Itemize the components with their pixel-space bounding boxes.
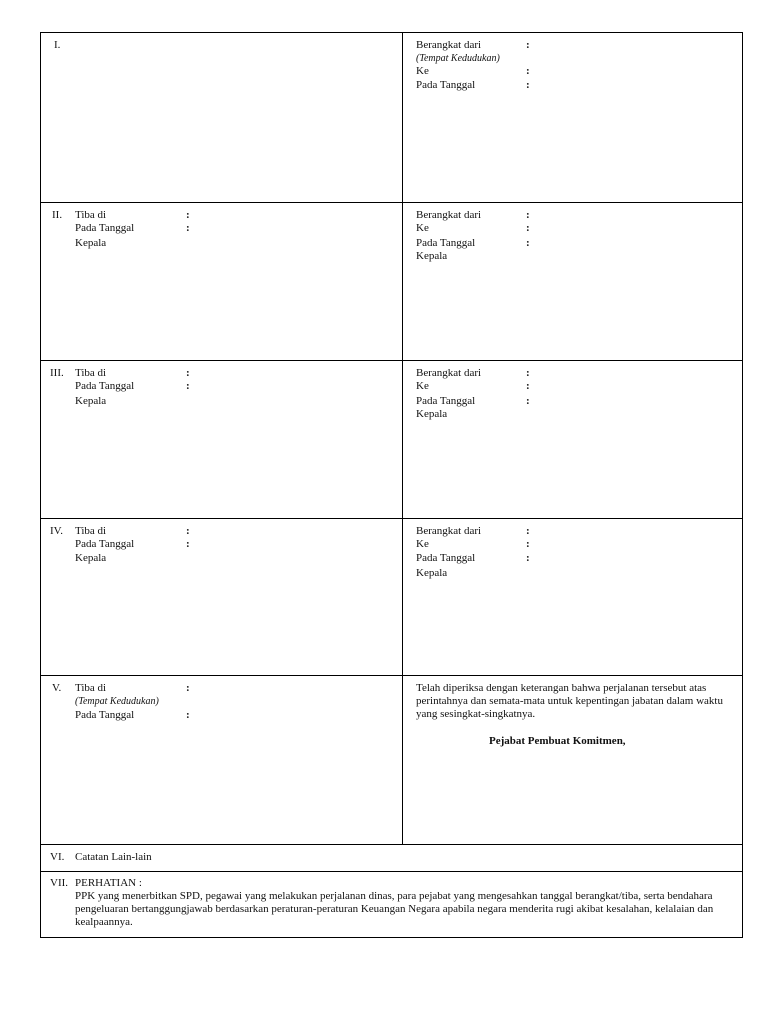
kepala-label: Kepala <box>416 250 448 262</box>
section-6 <box>41 844 742 871</box>
colon: : <box>526 367 530 379</box>
spd-form <box>40 32 743 938</box>
kepala-label: Kepala <box>75 552 107 564</box>
section-4-right <box>403 519 742 675</box>
ke-label: Ke <box>416 380 429 392</box>
ke-label: Ke <box>416 65 429 77</box>
berangkat-dari-label: Berangkat dari <box>416 525 482 537</box>
section-6-cell <box>41 845 742 871</box>
section-2-right <box>403 203 742 360</box>
section-5 <box>41 675 742 844</box>
section-number: VI. <box>50 851 65 863</box>
colon: : <box>526 39 530 51</box>
tiba-di-label: Tiba di <box>75 682 107 694</box>
section-2 <box>41 202 742 360</box>
colon: : <box>526 552 530 564</box>
colon: : <box>526 538 530 550</box>
colon: : <box>526 65 530 77</box>
ke-label: Ke <box>416 222 429 234</box>
section-2-left <box>41 203 402 360</box>
pada-tanggal-label: Pada Tanggal <box>416 395 476 407</box>
section-4 <box>41 518 742 675</box>
section-4-left <box>41 519 402 675</box>
colon: : <box>186 380 190 392</box>
pada-tanggal-label: Pada Tanggal <box>416 552 476 564</box>
section-number: VII. <box>50 877 69 889</box>
pada-tanggal-label: Pada Tanggal <box>75 380 135 392</box>
pada-tanggal-label: Pada Tanggal <box>75 538 135 550</box>
colon: : <box>526 525 530 537</box>
berangkat-dari-label: Berangkat dari <box>416 39 482 51</box>
section-number: IV. <box>50 525 63 537</box>
pada-tanggal-label: Pada Tanggal <box>416 237 476 249</box>
section-5-left <box>41 676 402 844</box>
colon: : <box>186 209 190 221</box>
kepala-label: Kepala <box>75 237 107 249</box>
perhatian-heading: PERHATIAN : <box>75 877 142 889</box>
berangkat-dari-label: Berangkat dari <box>416 209 482 221</box>
section-3-right <box>403 361 742 518</box>
verification-statement: Telah diperiksa dengan keterangan bahwa perjalanan tersebut atas perintahnya dan semata-mata untuk kepentingan jabatan dalam waktu yang sesingkat-singkatnya. <box>416 682 723 720</box>
tempat-kedudukan-note: (Tempat Kedudukan) <box>416 53 500 64</box>
section-3-left <box>41 361 402 518</box>
section-5-right <box>403 676 742 844</box>
tiba-di-label: Tiba di <box>75 525 107 537</box>
colon: : <box>186 222 190 234</box>
perhatian-body: PPK yang menerbitkan SPD, pegawai yang melakukan perjalanan dinas, para pejabat yang mengesahkan tanggal berangkat/tiba, serta bendahara pengeluaran bertanggungjawab berdasarkan peraturan-peraturan Keuangan Negara apabila negara menderita rugi akibat kesalahan, kelalaian dan kealpaannya. <box>75 890 714 928</box>
pada-tanggal-label: Pada Tanggal <box>75 709 135 721</box>
colon: : <box>526 380 530 392</box>
colon: : <box>526 79 530 91</box>
colon: : <box>186 367 190 379</box>
colon: : <box>526 209 530 221</box>
section-7-cell <box>41 872 742 937</box>
section-7 <box>41 871 742 937</box>
section-1 <box>41 33 742 202</box>
colon: : <box>186 538 190 550</box>
colon: : <box>186 709 190 721</box>
pada-tanggal-label: Pada Tanggal <box>416 79 476 91</box>
tempat-kedudukan-note: (Tempat Kedudukan) <box>75 696 159 707</box>
signatory-title: Pejabat Pembuat Komitmen, <box>489 735 626 747</box>
tiba-di-label: Tiba di <box>75 209 107 221</box>
section-1-left <box>41 33 402 202</box>
colon: : <box>186 525 190 537</box>
tiba-di-label: Tiba di <box>75 367 107 379</box>
kepala-label: Kepala <box>416 567 448 579</box>
section-number: III. <box>50 367 64 379</box>
section-number: V. <box>52 682 62 694</box>
pada-tanggal-label: Pada Tanggal <box>75 222 135 234</box>
section-number: I. <box>54 39 61 51</box>
berangkat-dari-label: Berangkat dari <box>416 367 482 379</box>
section-3 <box>41 360 742 518</box>
ke-label: Ke <box>416 538 429 550</box>
colon: : <box>526 222 530 234</box>
section-number: II. <box>52 209 63 221</box>
kepala-label: Kepala <box>416 408 448 420</box>
colon: : <box>526 237 530 249</box>
colon: : <box>526 395 530 407</box>
catatan-label: Catatan Lain-lain <box>75 851 152 863</box>
section-1-right <box>403 33 742 202</box>
kepala-label: Kepala <box>75 395 107 407</box>
colon: : <box>186 682 190 694</box>
